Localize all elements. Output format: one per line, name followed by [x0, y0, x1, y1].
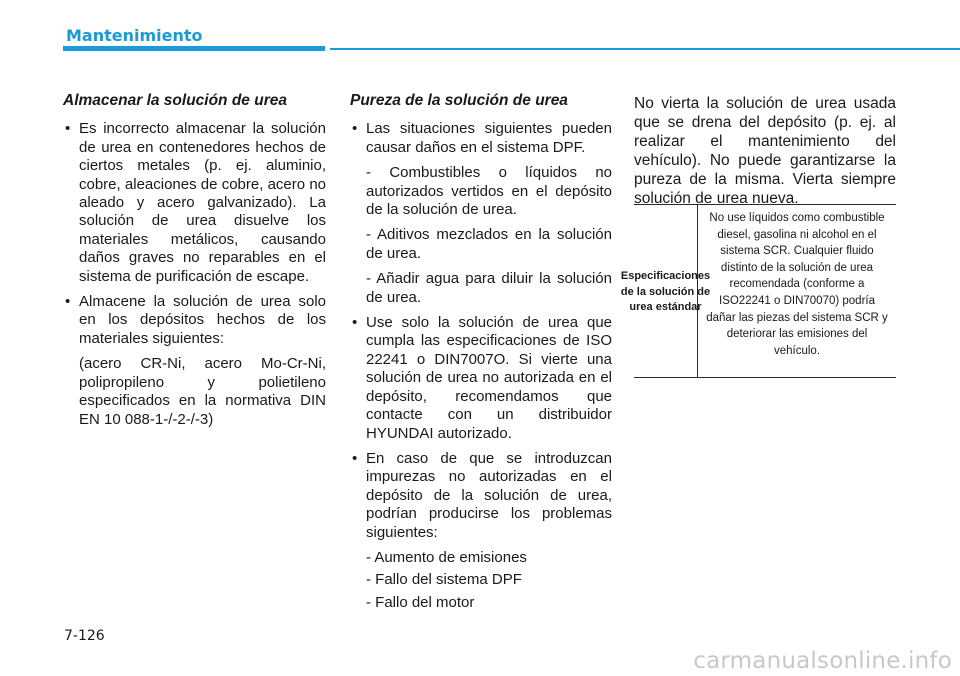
- list-item: • En caso de que se introduzcan impurezas no autorizadas en el depósito de la solución de urea, podrían producirse los problemas siguientes:: [352, 449, 612, 541]
- situation-item: - Añadir agua para diluir la solución de urea.: [366, 270, 612, 306]
- column-purity: [350, 92, 612, 616]
- problem-item: - Aumento de emisiones: [366, 548, 527, 566]
- bullet-dot-icon: •: [65, 120, 71, 138]
- list-item: • Almacene la solución de urea solo en los depósitos hechos de los materiales siguientes:: [65, 293, 326, 347]
- spec-table-value: No use líquidos como combustible diesel, gasolina ni alcohol en el sistema SCR. Cualquier fluido distinto de la solución de urea recomendada (conforme a ISO22241 o DIN70070) podría dañar las piezas del sistema SCR y deteriorar las emisiones del vehículo.: [706, 212, 888, 357]
- bullet-dot-icon: •: [352, 314, 358, 332]
- storage-heading: Almacenar la solución de urea: [63, 92, 287, 109]
- spec-table-label: Especificaciones de la solución de urea estándar: [634, 205, 698, 377]
- problem-item: - Fallo del motor: [366, 593, 475, 611]
- list-item: • Use solo la solución de urea que cumpla las especificaciones de ISO 22241 o DIN7007O. Si vierte una solución de urea no autorizada en el depósito, recomendamos que contacte con un distribuidor HYUNDAI autorizado.: [352, 314, 612, 442]
- bullet-dot-icon: •: [352, 449, 358, 467]
- list-item: • Es incorrecto almacenar la solución de urea en contenedores hechos de ciertos metales (p. ej. aluminio, cobre, aleaciones de cobre, acero no aleado y acero galvanizado). La solución de urea disuelve los materiales metálicos, causando daños graves no reparables en el sistema de purificación de escape.: [65, 120, 326, 285]
- situation-item: - Aditivos mezclados en la solución de urea.: [366, 226, 612, 262]
- spec-table: [620, 204, 896, 378]
- bullet-dot-icon: •: [65, 293, 71, 311]
- purity-heading: Pureza de la solución de urea: [350, 92, 568, 109]
- problem-item: - Fallo del sistema DPF: [366, 571, 522, 589]
- watermark: carmanualsonline.info: [693, 648, 952, 674]
- column-storage: [63, 92, 326, 436]
- materials-note: (acero CR-Ni, acero Mo-Cr-Ni, polipropileno y polietileno especificados en la normativa DIN EN 10 088-1-/-2-/-3): [79, 355, 326, 428]
- situation-item: - Combustibles o líquidos no autorizados vertidos en el depósito de la solución de urea.: [366, 164, 612, 219]
- header-rule-thick: [63, 46, 325, 51]
- disposal-paragraph: No vierta la solución de urea usada que se drena del depósito (p. ej. al realizar el mantenimiento del vehículo). No puede garantizarse la pureza de la misma. Vierta siempre solución de urea nueva.: [634, 95, 896, 207]
- bullet-dot-icon: •: [352, 120, 358, 138]
- section-title: Mantenimiento: [66, 26, 203, 45]
- list-item: • Las situaciones siguientes pueden causar daños en el sistema DPF.: [352, 120, 612, 156]
- header-rule-thin: [330, 48, 960, 50]
- page-number: 7-126: [64, 628, 105, 644]
- column-disposal: [634, 94, 896, 208]
